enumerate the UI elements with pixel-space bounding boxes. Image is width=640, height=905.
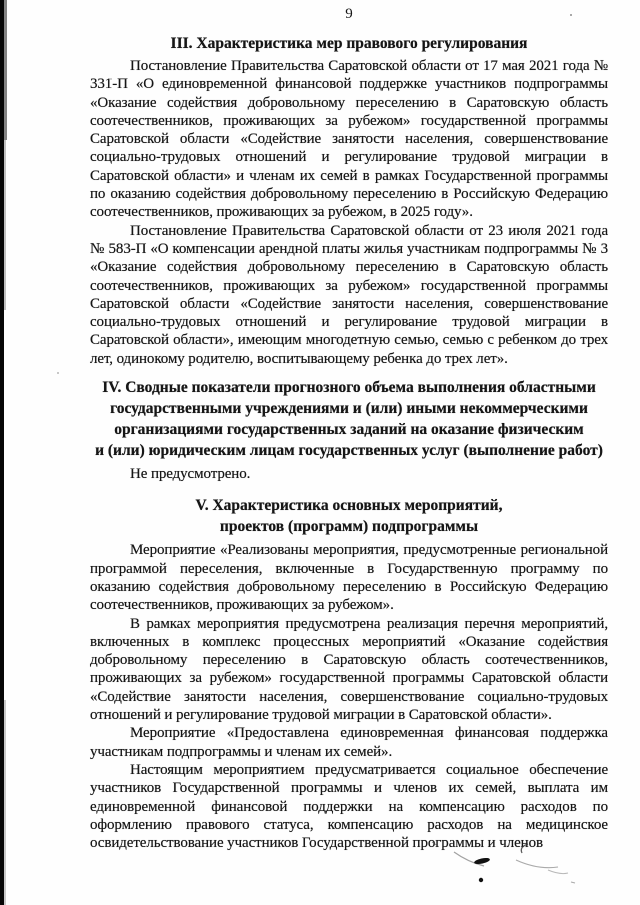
paragraph: Мероприятие «Предоставлена единовременная финансовая поддержка участникам подпрограммы и членам их семей». (90, 725, 608, 760)
section-iii-heading: III. Характеристика мер правового регулирования (170, 35, 528, 52)
scan-edge-fringe (4, 0, 7, 140)
pen-scribble-mark (424, 830, 584, 892)
scan-speck (57, 372, 59, 374)
section-iv-heading (90, 377, 608, 461)
scan-edge-fringe (4, 140, 6, 310)
paragraph: В рамках мероприятия предусмотрена реализация перечня мероприятий, включенных в комплекс процессных мероприятий «Оказание содействия добровольному переселению в Саратовскую область соотечественников, проживающих за рубежом» государственной программы Саратовской области «Содействие занятости населения, совершенствование социально-трудовых отношений и регулирование трудовой миграции в Саратовской области». (90, 615, 608, 724)
paragraph: Настоящим мероприятием предусматривается социальное обеспечение участников Государственной программы и членов их семей, выплата им единовременной финансовой поддержки на компенсацию расходов по оформлению правового статуса, компенсацию расходов на медицинское освидетельствование участников Государственной программы и членов (90, 761, 608, 852)
page-content (90, 6, 608, 852)
heading-line: и (или) юридическим лицам государственных услуг (выполнение работ) (95, 442, 603, 460)
section-v-heading (90, 495, 608, 537)
paragraph: Постановление Правительства Саратовской области от 23 июля 2021 года № 583-П «О компенсации арендной платы жилья участникам подпрограммы № 3 «Оказание содействия добровольному переселению в Саратовскую область соотечественников, проживающих за рубежом» государственной программы Саратовской области «Содействие занятости населения, совершенствование социально-трудовых отношений и регулирование трудовой миграции в Саратовской области», имеющим многодетную семью, семью с ребенком до трех лет, одинокому родителю, воспитывающему ребенка до трех лет». (90, 222, 608, 367)
heading-line: IV. Сводные показатели прогнозного объема выполнения областными (102, 379, 596, 397)
paragraph: Мероприятие «Реализованы мероприятия, предусмотренные региональной программой переселения, включенные в Государственную программу по оказанию содействия добровольному переселению в Российскую Федерацию соотечественников, проживающих за рубежом». (90, 542, 608, 614)
heading-line: V. Характеристика основных мероприятий, (195, 497, 503, 515)
heading-line: государственными учреждениями и (или) иными некоммерческими (110, 400, 588, 418)
heading-line: проектов (программ) подпрограммы (219, 518, 479, 536)
paragraph: Постановление Правительства Саратовской области от 17 мая 2021 года № 331-П «О единовременной финансовой поддержке участников подпрограммы «Оказание содействия добровольному переселению в Саратовскую область соотечественников, проживающих за рубежом» государственной программы Саратовской области «Содействие занятости населения, совершенствование социально-трудовых отношений и регулирование трудовой миграции в Саратовской области» и членам их семей в рамках Государственной программы по оказанию содействия добровольному переселению в Российскую Федерацию соотечественников, проживающих за рубежом, в 2025 году». (90, 58, 608, 221)
heading-line: организациями государственных заданий на оказание физическим (114, 421, 584, 439)
section-iv-body: Не предусмотрено. (130, 466, 251, 483)
page-number: 9 (345, 6, 353, 22)
scan-edge-fringe (4, 700, 6, 905)
